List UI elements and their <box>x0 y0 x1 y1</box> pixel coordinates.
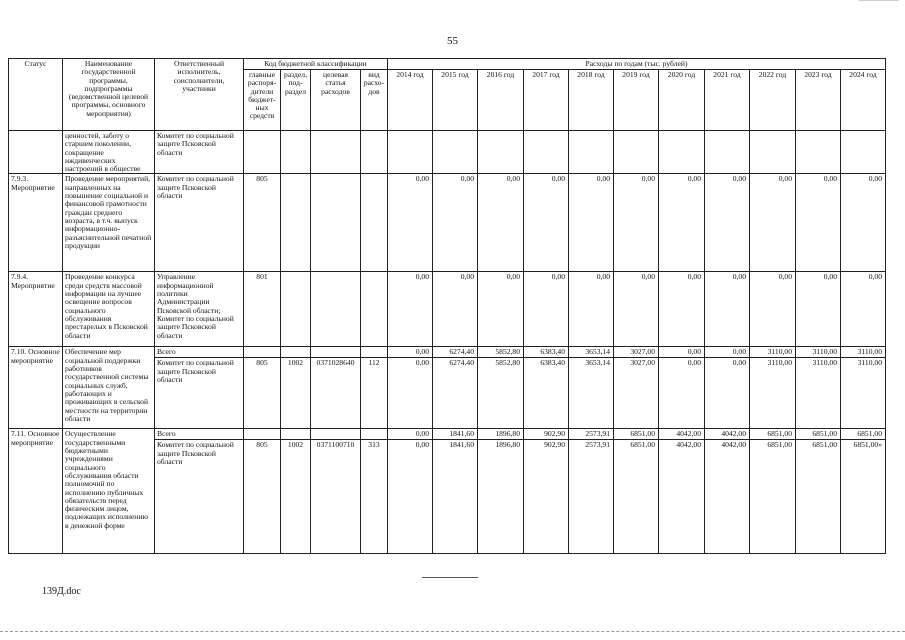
cell-empty <box>361 347 388 358</box>
cell-total-value: 6274,40 <box>433 347 478 358</box>
cell-value: 6851,00 <box>750 440 796 554</box>
table-row-total <box>9 347 886 358</box>
cell-status: 7.9.3. Мероприятие <box>9 174 63 272</box>
cell-value: 0,00 <box>796 272 841 347</box>
footer-divider <box>422 577 478 578</box>
header-year: 2020 год <box>659 70 705 131</box>
cell-value: 6274,40 <box>433 358 478 429</box>
cell-value: 0,00 <box>478 174 524 272</box>
cell-value: 2573,91 <box>569 440 614 554</box>
header-year: 2014 год <box>388 70 433 131</box>
cell-value: 0,00 <box>705 358 750 429</box>
cell-total-value: 3110,00 <box>841 347 886 358</box>
header-status: Статус <box>9 59 63 131</box>
cell-value: 0,00 <box>478 272 524 347</box>
cell-value: 0,00 <box>433 174 478 272</box>
header-grbs: главные распоря-дители бюджет-ных средств <box>244 70 281 131</box>
cell-responsible: Комитет по социальной защите Псковской области <box>155 174 244 272</box>
cell-value: 1841,60 <box>433 440 478 554</box>
cell-section: 1002 <box>281 358 311 429</box>
cell-value: 3110,00 <box>841 358 886 429</box>
cell-responsible: Комитет по социальной защите Псковской области <box>155 440 244 554</box>
cell-total-value: 4042,00 <box>705 429 750 440</box>
cell-total-value: 3027,00 <box>614 347 659 358</box>
header-target: целевая статья расходов <box>311 70 361 131</box>
cell-value: 0,00 <box>388 174 433 272</box>
table-row <box>9 272 886 347</box>
cell-value: 0,00 <box>705 272 750 347</box>
cell-total-value: 902,90 <box>524 429 569 440</box>
cell-target: 0371028640 <box>311 358 361 429</box>
cell-section <box>281 272 311 347</box>
cell-total-value: 0,00 <box>705 347 750 358</box>
cell-responsible: Комитет по социальной защите Псковской области <box>155 358 244 429</box>
header-type: вид расхо-дов <box>361 70 388 131</box>
cell-total-value: 1896,80 <box>478 429 524 440</box>
table-row-total <box>9 429 886 440</box>
scan-artifact <box>859 0 899 1</box>
cell-value: 0,00 <box>659 174 705 272</box>
cell-value: 1896,80 <box>478 440 524 554</box>
cell-value: 6851,00 <box>614 440 659 554</box>
cell-empty <box>361 131 388 174</box>
cell-empty <box>614 131 659 174</box>
scan-edge <box>0 631 905 632</box>
cell-value: 0,00 <box>705 174 750 272</box>
cell-target <box>311 174 361 272</box>
cell-value: 0,00 <box>841 174 886 272</box>
cell-name: Обеспечение мер социальной поддержки работников государственной системы социальных служб, работающих и проживающих в сельской местности на территории области <box>63 347 155 429</box>
cell-name: Проведение мероприятий, направленных на повышение социальной и финансовой грамотности граждан среднего возраста, в т.ч. выпуск информационно-разъяснительной печатной продукции <box>63 174 155 272</box>
cell-total-value: 6383,40 <box>524 347 569 358</box>
cell-value: 3110,00 <box>796 358 841 429</box>
cell-name: Осуществление государственными бюджетными учреждениями социального обслуживания области полномочий по исполнению публичных обязательств перед физическим лицом, подлежащих исполнению в денежной форме <box>63 429 155 554</box>
cell-value: 6851,00» <box>841 440 886 554</box>
cell-empty <box>311 347 361 358</box>
cell-empty <box>705 131 750 174</box>
header-year: 2022 год <box>750 70 796 131</box>
cell-responsible: Управление информационной политики Администрации Псковской области; Комитет по социальной защите Псковской области <box>155 272 244 347</box>
cell-value: 3027,00 <box>614 358 659 429</box>
cell-value: 4042,00 <box>705 440 750 554</box>
budget-table <box>8 58 886 554</box>
cell-total-value: 6851,00 <box>750 429 796 440</box>
table-row <box>9 174 886 272</box>
cell-total-value: 4042,00 <box>659 429 705 440</box>
page-number: 55 <box>447 35 458 47</box>
cell-value: 0,00 <box>388 358 433 429</box>
cell-value: 0,00 <box>569 174 614 272</box>
cell-grbs: 805 <box>244 174 281 272</box>
header-year: 2015 год <box>433 70 478 131</box>
cell-total-value: 2573,91 <box>569 429 614 440</box>
cell-total-value: 6851,00 <box>841 429 886 440</box>
cell-empty <box>311 131 361 174</box>
cell-empty <box>244 429 281 440</box>
cell-value: 0,00 <box>659 358 705 429</box>
cell-total-value: 6851,00 <box>614 429 659 440</box>
cell-status <box>9 131 63 174</box>
cell-grbs: 805 <box>244 358 281 429</box>
cell-empty <box>281 429 311 440</box>
header-responsible: Ответственный исполнитель, соисполнители, участники <box>155 59 244 131</box>
header-year: 2024 год <box>841 70 886 131</box>
cell-value: 0,00 <box>841 272 886 347</box>
cell-total-value: 0,00 <box>388 429 433 440</box>
cell-value: 6851,00 <box>796 440 841 554</box>
cell-status: 7.9.4. Мероприятие <box>9 272 63 347</box>
cell-type <box>361 174 388 272</box>
cell-value: 0,00 <box>524 174 569 272</box>
cell-total-value: 0,00 <box>659 347 705 358</box>
cell-name: ценностей, заботу о старшем поколении, сокращение иждивенческих настроений в обществе <box>63 131 155 174</box>
header-budget-code-group: Код бюджетной классификации <box>244 59 388 70</box>
cell-total-value: 1841,60 <box>433 429 478 440</box>
cell-empty <box>569 131 614 174</box>
header-year: 2018 год <box>569 70 614 131</box>
cell-value: 6383,40 <box>524 358 569 429</box>
cell-total-label: Всего <box>155 429 244 440</box>
cell-section: 1002 <box>281 440 311 554</box>
cell-value: 0,00 <box>388 272 433 347</box>
cell-empty <box>281 347 311 358</box>
cell-status: 7.10. Основное мероприятие <box>9 347 63 429</box>
cell-target <box>311 272 361 347</box>
cell-responsible: Комитет по социальной защите Псковской области <box>155 131 244 174</box>
cell-value: 0,00 <box>750 174 796 272</box>
cell-empty <box>796 131 841 174</box>
header-expenses-group: Расходы по годам (тыс. рублей) <box>388 59 886 70</box>
cell-empty <box>841 131 886 174</box>
cell-empty <box>244 131 281 174</box>
cell-grbs: 805 <box>244 440 281 554</box>
cell-total-label: Всего <box>155 347 244 358</box>
cell-value: 4042,00 <box>659 440 705 554</box>
cell-value: 3110,00 <box>750 358 796 429</box>
cell-target: 0371100710 <box>311 440 361 554</box>
cell-value: 0,00 <box>796 174 841 272</box>
cell-value: 0,00 <box>388 440 433 554</box>
cell-empty <box>244 347 281 358</box>
cell-value: 0,00 <box>524 272 569 347</box>
cell-type: 313 <box>361 440 388 554</box>
cell-empty <box>361 429 388 440</box>
cell-value: 0,00 <box>614 174 659 272</box>
cell-empty <box>281 131 311 174</box>
cell-empty <box>524 131 569 174</box>
cell-value: 3653,14 <box>569 358 614 429</box>
header-year: 2017 год <box>524 70 569 131</box>
cell-total-value: 3110,00 <box>796 347 841 358</box>
cell-empty <box>433 131 478 174</box>
cell-empty <box>311 429 361 440</box>
header-year: 2023 год <box>796 70 841 131</box>
table-row-continuation <box>9 131 886 174</box>
cell-total-value: 5852,80 <box>478 347 524 358</box>
cell-status: 7.11. Основное мероприятие <box>9 429 63 554</box>
cell-total-value: 6851,00 <box>796 429 841 440</box>
cell-value: 0,00 <box>433 272 478 347</box>
cell-grbs: 801 <box>244 272 281 347</box>
header-section: раздел, под-раздел <box>281 70 311 131</box>
cell-empty <box>750 131 796 174</box>
footer-doc-name: 139Д.doc <box>42 586 81 597</box>
cell-name: Проведение конкурса среди средств массовой информации на лучшее освещение вопросов социального обслуживания престарелых в Псковской области <box>63 272 155 347</box>
header-year: 2021 год <box>705 70 750 131</box>
cell-value: 0,00 <box>659 272 705 347</box>
header-year: 2019 год <box>614 70 659 131</box>
cell-value: 0,00 <box>614 272 659 347</box>
cell-empty <box>388 131 433 174</box>
cell-empty <box>659 131 705 174</box>
cell-value: 0,00 <box>750 272 796 347</box>
cell-total-value: 3653,14 <box>569 347 614 358</box>
header-name: Наименование государственной программы, подпрограммы (ведомственной целевой программы, основного мероприятия) <box>63 59 155 131</box>
header-year: 2016 год <box>478 70 524 131</box>
cell-type: 112 <box>361 358 388 429</box>
cell-value: 0,00 <box>569 272 614 347</box>
cell-section <box>281 174 311 272</box>
cell-total-value: 0,00 <box>388 347 433 358</box>
cell-total-value: 3110,00 <box>750 347 796 358</box>
cell-empty <box>478 131 524 174</box>
cell-type <box>361 272 388 347</box>
cell-value: 5852,80 <box>478 358 524 429</box>
cell-value: 902,90 <box>524 440 569 554</box>
